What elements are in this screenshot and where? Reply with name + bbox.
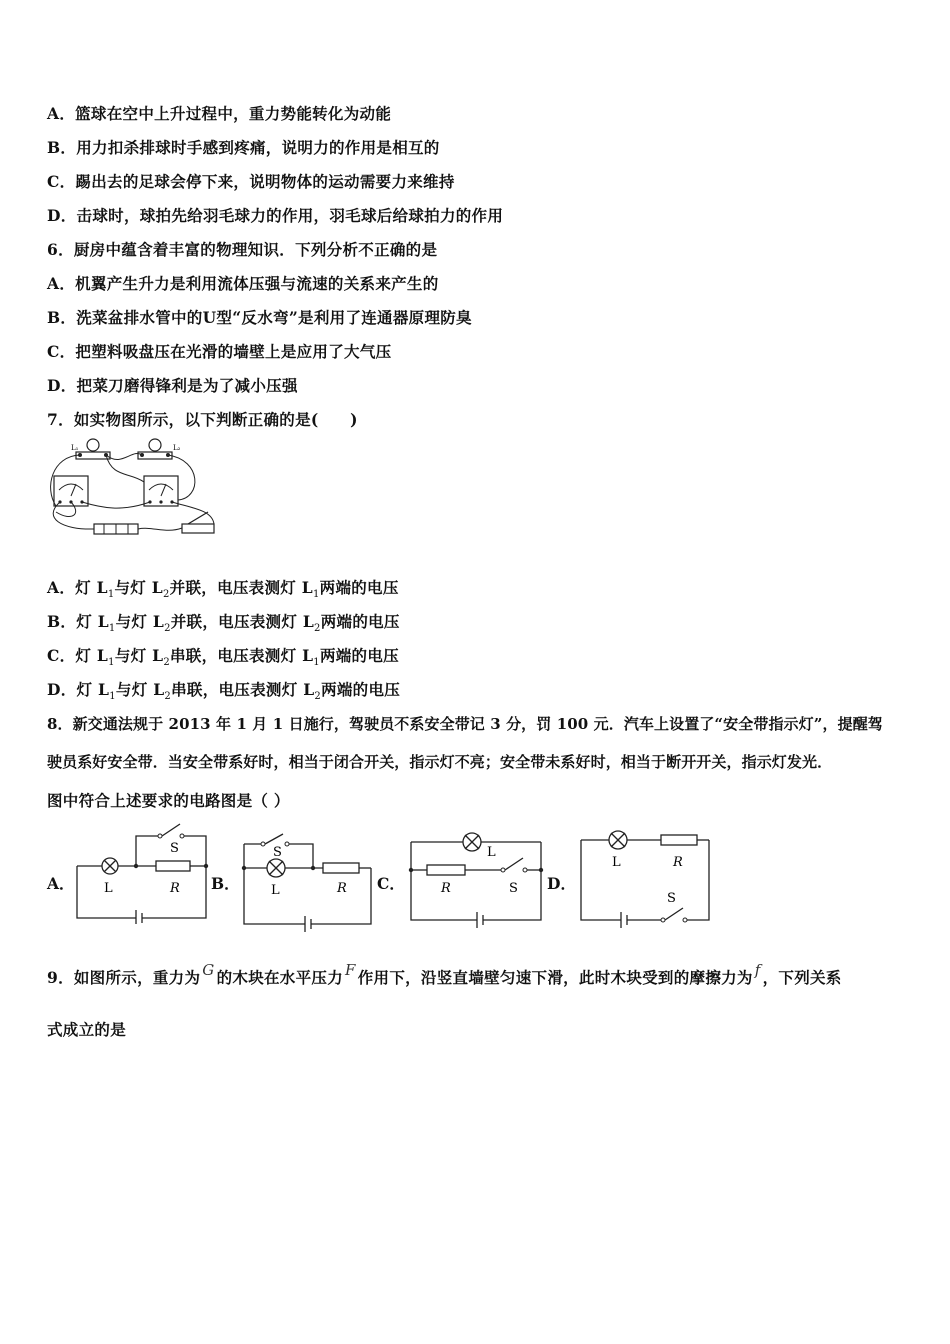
q8-c-resistor-label: R — [441, 881, 451, 896]
q6-option-c: C．把塑料吸盘压在光滑的墙壁上是应用了大气压 — [47, 342, 392, 361]
q9-stem-line1: 9．如图所示，重力为 G 的木块在水平压力 F 作用下，沿竖直墙壁匀速下滑，此时木块受到的摩擦力为 f ，下列关系 — [47, 961, 842, 987]
q8-b-resistor-label: R — [337, 881, 347, 896]
q8-stem-line3: 图中符合上述要求的电路图是（ ） — [47, 791, 290, 810]
q7-fig-label-l2: L₂ — [173, 444, 181, 452]
q6-option-a: A．机翼产生升力是利用流体压强与流速的关系来产生的 — [47, 274, 439, 293]
q7-option-a: A．灯 $L_1$与灯 $L_2$并联，电压表测灯 $L_1$两端的电压 — [47, 578, 399, 601]
q8-stem-line2: 驶员系好安全带．当安全带系好时，相当于闭合开关，指示灯不亮；安全带未系好时，相当于断开开关，指示灯发光． — [47, 753, 833, 771]
q5-option-d: D．击球时，球拍先给羽毛球力的作用，羽毛球后给球拍力的作用 — [47, 206, 504, 225]
q8-option-c-label: C． — [377, 874, 405, 893]
q8-d-lamp-label: L — [612, 855, 621, 870]
q8-a-lamp-label: L — [104, 881, 113, 896]
q8-d-resistor-label: R — [673, 855, 683, 870]
q8-d-switch-label: S — [667, 891, 676, 906]
q7-fig-label-l1: L₁ — [71, 444, 79, 452]
q7-stem: 7．如实物图所示，以下判断正确的是( ) — [47, 410, 358, 429]
q6-option-b: B．洗菜盆排水管中的U型“反水弯”是利用了连通器原理防臭 — [47, 308, 472, 327]
q9-var-f: f — [754, 961, 761, 979]
q7-physical-circuit-figure — [42, 438, 224, 544]
q8-b-switch-label: S — [273, 845, 282, 860]
q8-circuit-d — [575, 822, 715, 930]
q8-option-a-label: A． — [47, 874, 75, 893]
q8-c-switch-label: S — [509, 881, 518, 896]
q8-a-resistor-label: R — [170, 881, 180, 896]
q5-option-b: B．用力扣杀排球时手感到疼痛，说明力的作用是相互的 — [47, 138, 440, 157]
q8-option-b-label: B． — [211, 874, 240, 893]
q6-option-d: D．把菜刀磨得锋利是为了减小压强 — [47, 376, 298, 395]
q8-a-switch-label: S — [170, 841, 179, 856]
q7-option-c: C．灯 $L_1$与灯 $L_2$串联，电压表测灯 $L_1$两端的电压 — [47, 646, 399, 669]
q8-stem-line1: 8．新交通法规于 2013 年 1 月 1 日施行，驾驶员不系安全带记 3 分，罚 100 元．汽车上设置了“安全带指示灯”，提醒驾 — [47, 715, 883, 733]
q9-var-g: G — [202, 961, 215, 979]
q8-circuit-a — [72, 820, 212, 924]
q5-option-a: A．篮球在空中上升过程中，重力势能转化为动能 — [47, 104, 392, 123]
q9-var-F: F — [345, 961, 356, 979]
q8-option-d-label: D． — [547, 874, 576, 893]
q8-circuit-b — [237, 820, 377, 936]
q8-c-lamp-label: L — [487, 845, 496, 860]
q6-stem: 6．厨房中蕴含着丰富的物理知识．下列分析不正确的是 — [47, 240, 438, 259]
q9-stem-line2: 式成立的是 — [47, 1020, 127, 1039]
q7-option-b: B．灯 $L_1$与灯 $L_2$并联，电压表测灯 $L_2$两端的电压 — [47, 612, 400, 635]
q7-option-d: D．灯 $L_1$与灯 $L_2$串联，电压表测灯 $L_2$两端的电压 — [47, 680, 401, 703]
q8-b-lamp-label: L — [271, 883, 280, 898]
q8-circuit-c — [405, 822, 547, 928]
q5-option-c: C．踢出去的足球会停下来，说明物体的运动需要力来维持 — [47, 172, 455, 191]
